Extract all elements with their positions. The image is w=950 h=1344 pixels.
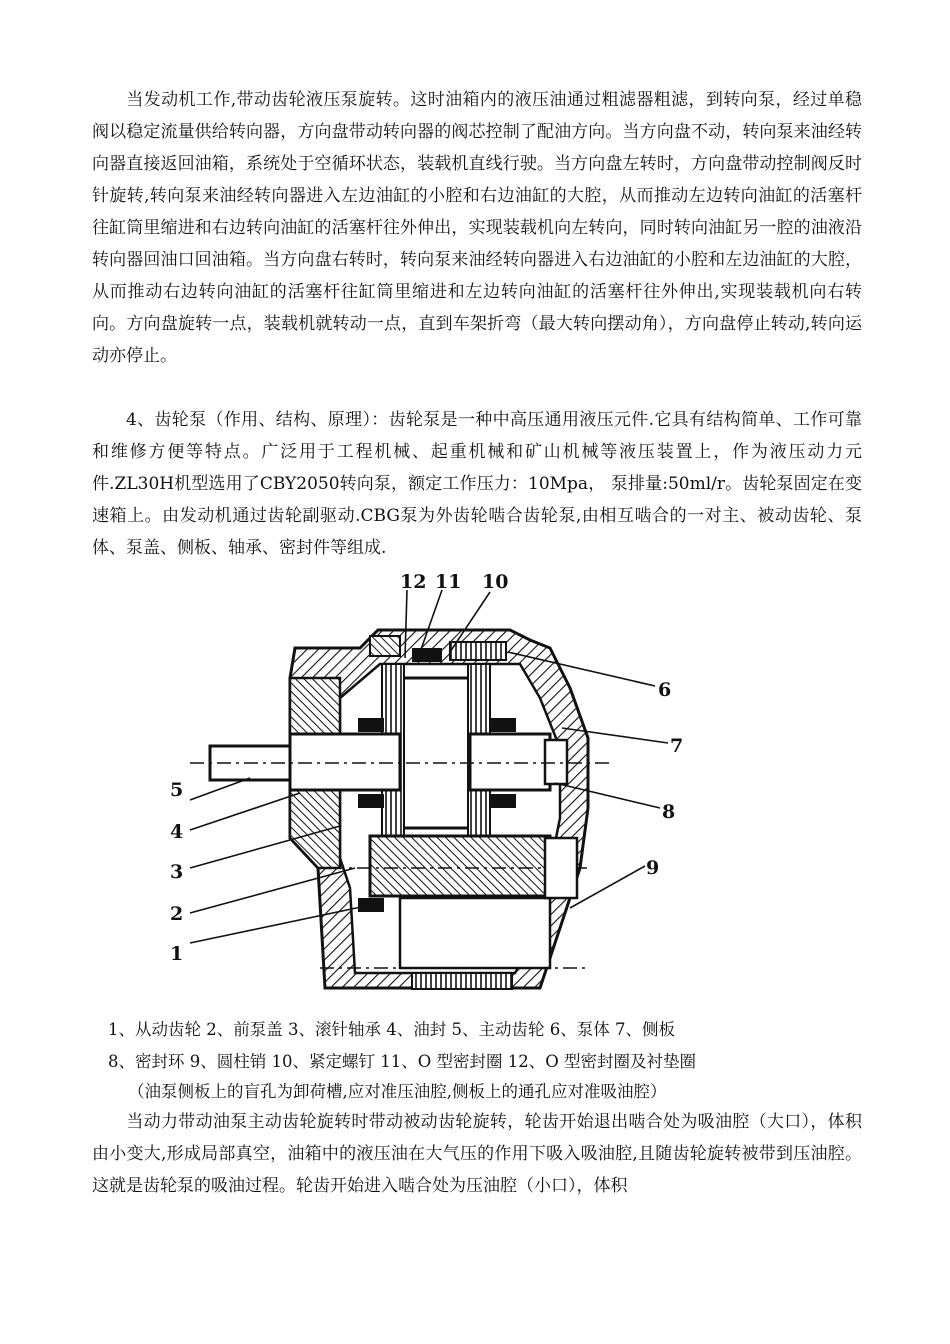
paragraph-steering-process: 当发动机工作,带动齿轮液压泵旋转。这时油箱内的液压油通过粗滤器粗滤，到转向泵，经过单稳阀以稳定流量供给转向器，方向盘带动转向器的阀芯控制了配油方向。当方向盘不动，转向泵来油经转向器直接返回油箱，系统处于空循环状态，装载机直线行驶。当方向盘左转时，方向盘带动控制阀反时针旋转,转向泵来油经转向器进入左边油缸的小腔和右边油缸的大腔，从而推动左边转向油缸的活塞杆往缸筒里缩进和右边转向油缸的活塞杆往外伸出，实现装载机向左转向，同时转向油缸另一腔的油液沿转向器回油口回油箱。当方向盘右转时，转向泵来油经转向器进入右边油缸的小腔和左边油缸的大腔，从而推动右边转向油缸的活塞杆往缸筒里缩进和左边转向油缸的活塞杆往外伸出,实现装载机向右转向。方向盘旋转一点，装载机就转动一点，直到车架折弯（最大转向摆动角），方向盘停止转动,转向运动亦停止。 bbox=[92, 90, 862, 366]
label-11: 11 bbox=[435, 571, 462, 593]
drive-gear bbox=[400, 678, 470, 828]
gear-pump-diagram bbox=[150, 568, 710, 1008]
label-8: 8 bbox=[662, 801, 676, 823]
drive-shaft bbox=[190, 734, 610, 790]
label-9: 9 bbox=[646, 857, 660, 879]
paragraph-suction-process: 当动力带动油泵主动齿轮旋转时带动被动齿轮旋转，轮齿开始退出啮合处为吸油腔（大口），体积由小变大,形成局部真空，油箱中的液压油在大气压的作用下吸入吸油腔,且随齿轮旋转被带到压油腔。这就是齿轮泵的吸油过程。轮齿开始进入啮合处为压油腔（小口），体积 bbox=[92, 1112, 862, 1196]
label-1: 1 bbox=[170, 943, 184, 965]
paragraph-gear-pump-intro: 4、齿轮泵（作用、结构、原理）：齿轮泵是一种中高压通用液压元件.它具有结构简单、工作可靠和维修方便等特点。广泛用于工程机械、起重机械和矿山机械等液压装置上，作为液压动力元件.ZL30H机型选用了CBY2050转向泵，额定工作压力：10Mpa， 泵排量:50ml/r。齿轮泵固定在变速箱上。由发动机通过齿轮副驱动.CBG泵为外齿轮啮合齿轮泵,由相互啮合的一对主、被动齿轮、泵体、泵盖、侧板、轴承、密封件等组成. bbox=[92, 410, 862, 558]
label-10: 10 bbox=[482, 571, 509, 593]
label-5: 5 bbox=[170, 779, 184, 801]
label-6: 6 bbox=[658, 679, 672, 701]
caption-note: （油泵侧板上的盲孔为卸荷槽,应对准压油腔,侧板上的通孔应对准吸油腔） bbox=[128, 1082, 667, 1101]
caption-parts-line2: 8、密封环 9、圆柱销 10、紧定螺钉 11、O 型密封圈 12、O 型密封圈及衬垫圈 bbox=[108, 1052, 697, 1071]
caption-parts-line1: 1、从动齿轮 2、前泵盖 3、滚针轴承 4、油封 5、主动齿轮 6、泵体 7、侧板 bbox=[108, 1020, 675, 1039]
label-3: 3 bbox=[170, 861, 184, 883]
label-4: 4 bbox=[170, 821, 184, 843]
driven-gear bbox=[370, 836, 550, 896]
label-12: 12 bbox=[400, 571, 427, 593]
cylindrical-pin bbox=[545, 838, 577, 898]
label-2: 2 bbox=[170, 903, 184, 925]
label-7: 7 bbox=[670, 735, 684, 757]
